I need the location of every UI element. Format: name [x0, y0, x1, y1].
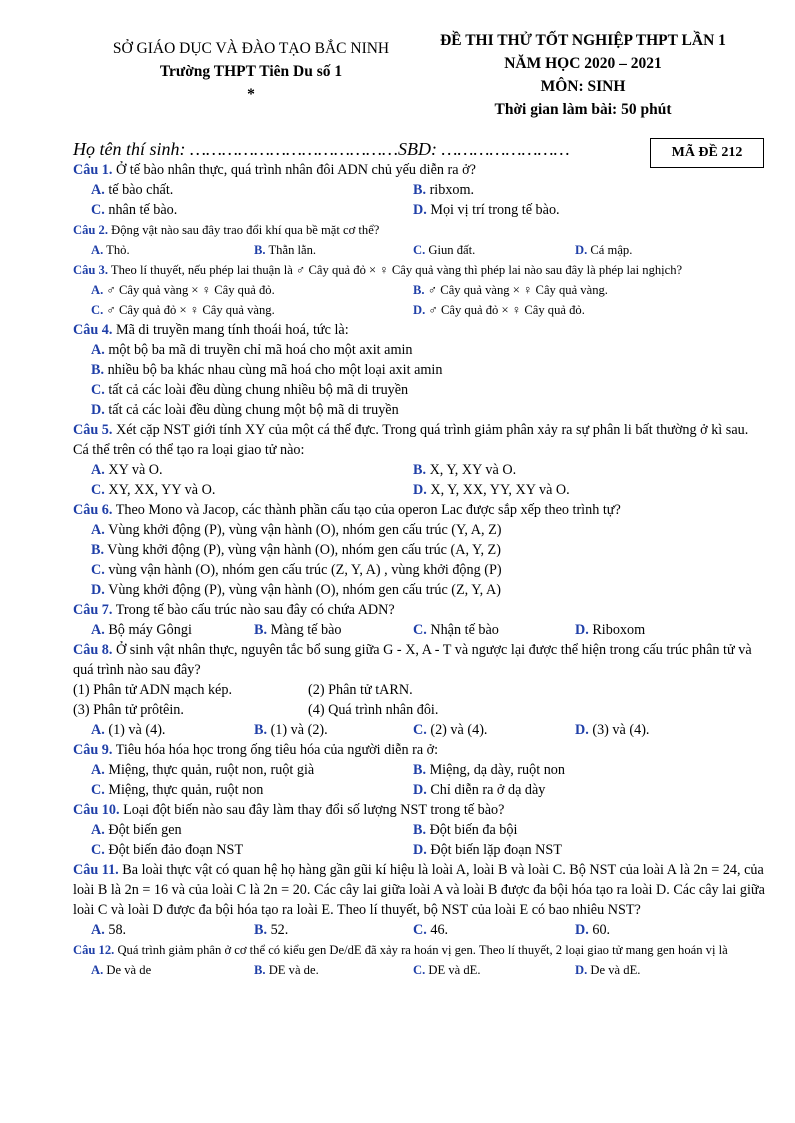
option-d: D. Cá mập.: [575, 243, 633, 257]
duration: Thời gian làm bài: 50 phút: [494, 101, 672, 118]
question-label: Câu 10.: [73, 802, 120, 818]
option-b: B. Đột biến đa bội: [413, 822, 518, 838]
subject: MÔN: SINH: [540, 78, 626, 95]
option-c: C. Giun đất.: [413, 243, 476, 257]
option-a: A. một bộ ba mã di truyền chỉ mã hoá cho một axit amin: [91, 342, 413, 358]
question-text: Mã di truyền mang tính thoái hoá, tức là:: [112, 322, 349, 338]
question-5: [73, 420, 765, 500]
question-label: Câu 7.: [73, 602, 113, 618]
option-b: B. Vùng khởi động (P), vùng vận hành (O), nhóm gen cấu trúc (A, Y, Z): [91, 542, 501, 558]
question-text: Theo Mono và Jacop, các thành phần cấu tạo của operon Lac được sắp xếp theo trình tự?: [112, 502, 621, 518]
option-b: B. ♂ Cây quả vàng × ♀ Cây quả vàng.: [413, 283, 608, 297]
option-c: C. nhân tế bào.: [91, 202, 178, 218]
question-8: [73, 640, 765, 740]
option-d: D. De và dE.: [575, 963, 641, 977]
question-12: [73, 940, 765, 980]
option-b: B. DE và de.: [254, 963, 319, 977]
department-name: SỞ GIÁO DỤC VÀ ĐÀO TẠO BẮC NINH: [112, 40, 390, 57]
question-4: [73, 320, 765, 420]
question-list: [73, 160, 765, 980]
question-text: Quá trình giảm phân ở cơ thể có kiểu gen De/dE đã xảy ra hoán vị gen. Theo lí thuyết, 2 loại giao tử mang gen hoán vị là: [114, 943, 728, 957]
option-b: B. X, Y, XY và O.: [413, 462, 517, 478]
option-c: C. Miệng, thực quản, ruột non: [91, 782, 264, 798]
question-text: Loại đột biến nào sau đây làm thay đổi số lượng NST trong tế bào?: [119, 802, 505, 818]
option-b: B. 52.: [254, 922, 289, 938]
statement-1: (1) Phân tử ADN mạch kép.: [73, 682, 232, 698]
option-d: D. Chỉ diễn ra ở dạ dày: [413, 782, 546, 798]
question-text: Tiêu hóa hóa học trong ống tiêu hóa của người diễn ra ở:: [112, 742, 439, 758]
option-a: A. Bộ máy Gôngi: [91, 622, 192, 638]
option-c: C. ♂ Cây quả đỏ × ♀ Cây quả vàng.: [91, 303, 275, 317]
question-label: Câu 12.: [73, 943, 115, 957]
option-c: C. tất cả các loài đều dùng chung nhiều bộ mã di truyền: [91, 382, 409, 398]
option-a: A. Vùng khởi động (P), vùng vận hành (O), nhóm gen cấu trúc (Y, A, Z): [91, 522, 502, 538]
option-b: B. Miệng, dạ dày, ruột non: [413, 762, 565, 778]
question-text: Trong tế bào cấu trúc nào sau đây có chứa ADN?: [112, 602, 395, 618]
option-b: B. nhiều bộ ba khác nhau cùng mã hoá cho một loại axit amin: [91, 362, 443, 378]
option-c: C. Đột biến đảo đoạn NST: [91, 842, 244, 858]
question-text: Xét cặp NST giới tính XY của một cá thể đực. Trong quá trình giảm phân xảy ra sự phân li bất thường ở kì sau. Cá thể trên có thể tạo ra loại giao tử nào:: [73, 422, 749, 458]
student-info-line: Họ tên thí sinh: …………………………………SBD: ……………………: [73, 139, 570, 159]
question-label: Câu 5.: [73, 422, 113, 438]
question-text: Ở sinh vật nhân thực, nguyên tắc bổ sung giữa G - X, A - T và ngược lại được thể hiện trong cấu trúc phân tử và quá trình nào sau đây?: [73, 642, 752, 678]
option-b: B. ribxom.: [413, 182, 475, 198]
option-c: C. Nhận tế bào: [413, 622, 499, 638]
option-c: C. XY, XX, YY và O.: [91, 482, 216, 498]
question-label: Câu 4.: [73, 322, 113, 338]
question-text: Ba loài thực vật có quan hệ họ hàng gần gũi kí hiệu là loài A, loài B và loài C. Bộ NST của loài A là 2n = 24, của loài B là 2n = 16 và của loài C là 2n = 20. Các cây lai giữa loài A và loài B được đa bội hóa tạo ra loài D. Các cây lai giữa loài C và loài D được đa bội hóa tạo ra loài E. Theo lí thuyết, bộ NST của loài E có bao nhiêu NST?: [73, 862, 765, 918]
statement-4: (4) Quá trình nhân đôi.: [308, 702, 439, 718]
option-c: C. DE và dE.: [413, 963, 481, 977]
question-1: [73, 160, 765, 220]
option-c: C. vùng vận hành (O), nhóm gen cấu trúc (Z, Y, A) , vùng khởi động (P): [91, 562, 502, 578]
option-b: B. Thằn lằn.: [254, 243, 317, 257]
option-d: D. 60.: [575, 922, 611, 938]
option-d: D. Đột biến lặp đoạn NST: [413, 842, 562, 858]
question-6: [73, 500, 765, 600]
question-label: Câu 3.: [73, 263, 108, 277]
option-d: D. tất cả các loài đều dùng chung một bộ mã di truyền: [91, 402, 399, 418]
option-a: A. tế bào chất.: [91, 182, 174, 198]
question-text: Động vật nào sau đây trao đổi khí qua bề mặt cơ thể?: [108, 223, 380, 237]
option-d: D. Vùng khởi động (P), vùng vận hành (O), nhóm gen cấu trúc (Z, Y, A): [91, 582, 501, 598]
question-7: [73, 600, 765, 640]
option-d: D. Mọi vị trí trong tế bào.: [413, 202, 560, 218]
option-a: A. De và de: [91, 963, 152, 977]
question-text: Theo lí thuyết, nếu phép lai thuận là ♂ Cây quả đỏ × ♀ Cây quả vàng thì phép lai nào sau đây là phép lai nghịch?: [108, 263, 683, 277]
exam-code-box: MÃ ĐỀ 212: [650, 138, 764, 168]
question-11: [73, 860, 765, 940]
option-a: A. XY và O.: [91, 462, 163, 478]
option-a: A. ♂ Cây quả vàng × ♀ Cây quả đỏ.: [91, 283, 275, 297]
question-3: [73, 260, 765, 320]
school-header: [92, 37, 410, 106]
option-d: D. X, Y, XX, YY, XY và O.: [413, 482, 570, 498]
option-a: A. Thỏ.: [91, 243, 130, 257]
option-c: C. 46.: [413, 922, 449, 938]
question-label: Câu 1.: [73, 162, 113, 178]
question-2: [73, 220, 765, 260]
exam-header: [420, 29, 746, 121]
exam-title: ĐỀ THI THỬ TỐT NGHIỆP THPT LẦN 1: [440, 32, 726, 49]
question-10: [73, 800, 765, 860]
statement-2: (2) Phân tử tARN.: [308, 682, 413, 698]
school-name: Trường THPT Tiên Du số 1: [159, 63, 343, 80]
option-b: B. Màng tế bào: [254, 622, 342, 638]
option-d: D. Riboxom: [575, 622, 646, 638]
question-label: Câu 2.: [73, 223, 108, 237]
question-label: Câu 11.: [73, 862, 119, 878]
option-a: A. Miệng, thực quản, ruột non, ruột già: [91, 762, 315, 778]
question-label: Câu 6.: [73, 502, 113, 518]
question-text: Ở tế bào nhân thực, quá trình nhân đôi ADN chủ yếu diễn ra ở?: [112, 162, 476, 178]
header-asterisk: *: [247, 86, 255, 103]
question-9: [73, 740, 765, 800]
question-label: Câu 9.: [73, 742, 113, 758]
statement-3: (3) Phân tử prôtêin.: [73, 702, 184, 718]
option-d: D. ♂ Cây quả đỏ × ♀ Cây quả đỏ.: [413, 303, 585, 317]
option-a: A. Đột biến gen: [91, 822, 182, 838]
school-year: NĂM HỌC 2020 – 2021: [504, 55, 662, 72]
question-label: Câu 8.: [73, 642, 113, 658]
option-b: B. (1) và (2).: [254, 722, 328, 738]
option-c: C. (2) và (4).: [413, 722, 488, 738]
option-a: A. 58.: [91, 922, 127, 938]
option-a: A. (1) và (4).: [91, 722, 166, 738]
option-d: D. (3) và (4).: [575, 722, 650, 738]
